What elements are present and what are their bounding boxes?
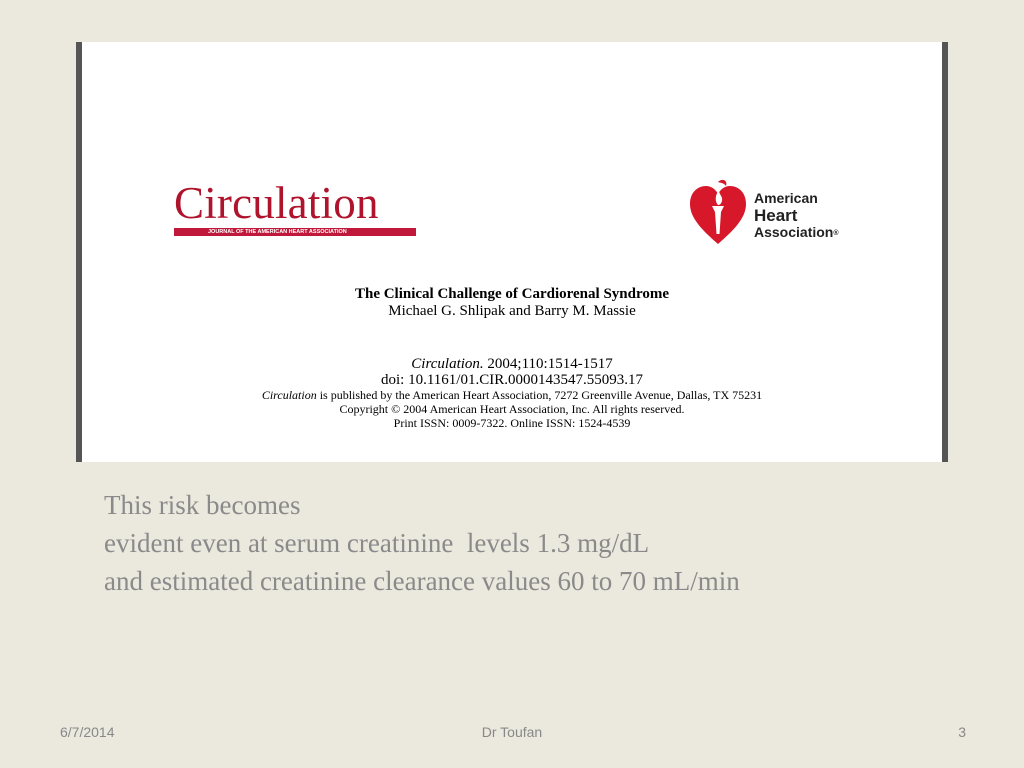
footer-author: Dr Toufan [481,724,543,740]
article-header [82,286,942,320]
aha-logo-line2: Heart [754,206,798,225]
citation-reference [82,356,942,372]
article-title: The Clinical Challenge of Cardiorenal Syndrome [354,286,670,302]
article-authors: Michael G. Shlipak and Barry M. Massie [388,303,636,319]
aha-logo-line3-text: Association [754,224,834,240]
citation-info [82,356,942,430]
registered-mark: ® [833,229,839,237]
aha-logo-text [754,190,884,241]
publisher-journal-name: Circulation [261,388,317,402]
aha-logo-line1: American [754,190,818,206]
paper-screenshot [76,42,948,462]
citation-doi: doi: 10.1161/01.CIR.0000143547.55093.17 [381,372,643,388]
citation-volume-pages: 2004;110:1514-1517 [487,356,613,372]
circulation-logo-tagline: JOURNAL OF THE AMERICAN HEART ASSOCIATION [174,228,416,236]
citation-publisher [82,388,942,402]
circulation-logo-wordmark: Circulation [174,178,379,228]
body-line: evident even at serum creatinine levels 1.3 mg/dL [104,528,650,558]
aha-heart-torch-icon [688,178,748,246]
body-line: and estimated creatinine clearance values 60 to 70 mL/min [104,566,740,596]
citation-issn: Print ISSN: 0009-7322. Online ISSN: 1524-4539 [393,416,631,430]
publisher-text: is published by the American Heart Association, 7272 Greenville Avenue, Dallas, TX 75231 [319,388,763,402]
footer-page-number: 3 [958,724,966,740]
slide-body-text [104,486,984,600]
citation-copyright: Copyright © 2004 American Heart Association, Inc. All rights reserved. [339,402,685,416]
aha-logo-line3 [754,225,884,241]
circulation-journal-logo [174,180,418,236]
body-line: This risk becomes [104,490,301,520]
citation-journal-name: Circulation. [411,356,484,372]
footer-date: 6/7/2014 [60,724,115,740]
